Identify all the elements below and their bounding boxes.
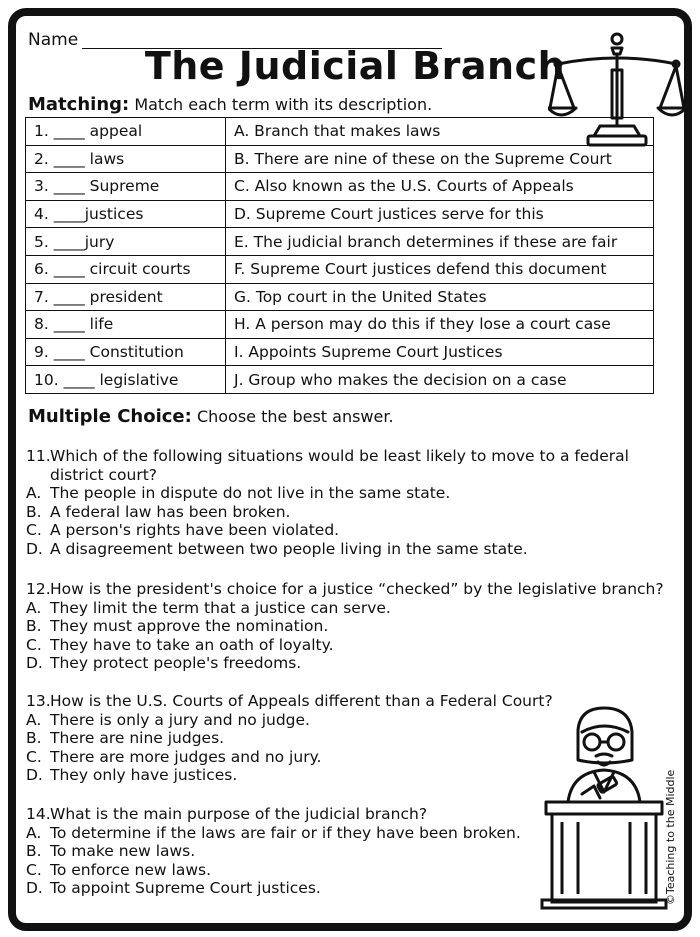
table-row (26, 118, 654, 146)
answer-option: D. To appoint Supreme Court justices. (26, 879, 321, 898)
match-term: 5. ____jury (26, 228, 226, 256)
answer-option: A. The people in dispute do not live in the same state. (26, 484, 451, 503)
match-desc: E. The judicial branch determines if these are fair (226, 228, 654, 256)
answer-option: D. They protect people's freedoms. (26, 654, 302, 673)
question-text: 12.How is the president's choice for a justice “checked” by the legislative branch? (26, 580, 664, 598)
answer-option: D. A disagreement between two people living in the same state. (26, 539, 528, 558)
answer-option: C. They have to take an oath of loyalty. (26, 635, 334, 654)
answer-option: A. There is only a jury and no judge. (26, 710, 310, 729)
match-term: 4. ____justices (26, 200, 226, 228)
match-desc: I. Appoints Supreme Court Justices (226, 338, 654, 366)
name-label: Name (28, 30, 79, 50)
table-row (26, 255, 654, 283)
question-text: 11.Which of the following situations would be least likely to move to a federal district court? (26, 447, 629, 484)
match-term: 8. ____ life (26, 311, 226, 339)
match-term: 7. ____ president (26, 283, 226, 311)
question-text: 14.What is the main purpose of the judicial branch? (26, 805, 428, 823)
match-desc: H. A person may do this if they lose a court case (226, 311, 654, 339)
question-12 (26, 580, 664, 673)
page-title: The Judicial Branch (144, 44, 566, 88)
answer-option: A. They limit the term that a justice can serve. (26, 598, 391, 617)
match-desc: A. Branch that makes laws (226, 118, 654, 146)
copyright-credit: ©Teaching to the Middle (664, 769, 677, 905)
answer-option: D. They only have justices. (26, 766, 238, 785)
match-term: 2. ____ laws (26, 145, 226, 173)
match-term: 6. ____ circuit courts (26, 255, 226, 283)
table-row (26, 311, 654, 339)
answer-option: C. A person's rights have been violated. (26, 521, 340, 540)
table-row (26, 338, 654, 366)
multiple-choice-instruction: Choose the best answer. (196, 407, 394, 426)
table-row (26, 228, 654, 256)
answer-option: A. To determine if the laws are fair or if they have been broken. (26, 823, 521, 842)
match-desc: J. Group who makes the decision on a case (226, 366, 654, 394)
multiple-choice-heading: Multiple Choice: (28, 406, 192, 427)
matching-heading: Matching: (28, 94, 130, 115)
match-desc: D. Supreme Court justices serve for this (226, 200, 654, 228)
question-13 (26, 692, 553, 785)
multiple-choice-heading-row (28, 406, 394, 427)
question-11 (26, 447, 629, 559)
match-desc: F. Supreme Court justices defend this document (226, 255, 654, 283)
table-row (26, 173, 654, 201)
answer-option: C. To enforce new laws. (26, 860, 212, 879)
answer-option: B. There are nine judges. (26, 729, 225, 748)
table-row (26, 145, 654, 173)
answer-option: B. A federal law has been broken. (26, 502, 291, 521)
table-row (26, 283, 654, 311)
answer-option: B. They must approve the nomination. (26, 617, 329, 636)
match-desc: B. There are nine of these on the Supreme Court (226, 145, 654, 173)
matching-table (25, 117, 654, 394)
table-row (26, 366, 654, 394)
judge-icon (538, 702, 668, 912)
match-desc: C. Also known as the U.S. Courts of Appeals (226, 173, 654, 201)
answer-option: B. To make new laws. (26, 842, 196, 861)
question-14 (26, 805, 521, 898)
matching-instruction: Match each term with its description. (134, 95, 433, 114)
question-text: 13.How is the U.S. Courts of Appeals different than a Federal Court? (26, 692, 553, 710)
match-desc: G. Top court in the United States (226, 283, 654, 311)
match-term: 10. ____ legislative (26, 366, 226, 394)
match-term: 3. ____ Supreme (26, 173, 226, 201)
match-term: 9. ____ Constitution (26, 338, 226, 366)
match-term: 1. ____ appeal (26, 118, 226, 146)
matching-heading-row (28, 94, 432, 115)
table-row (26, 200, 654, 228)
answer-option: C. There are more judges and no jury. (26, 747, 322, 766)
